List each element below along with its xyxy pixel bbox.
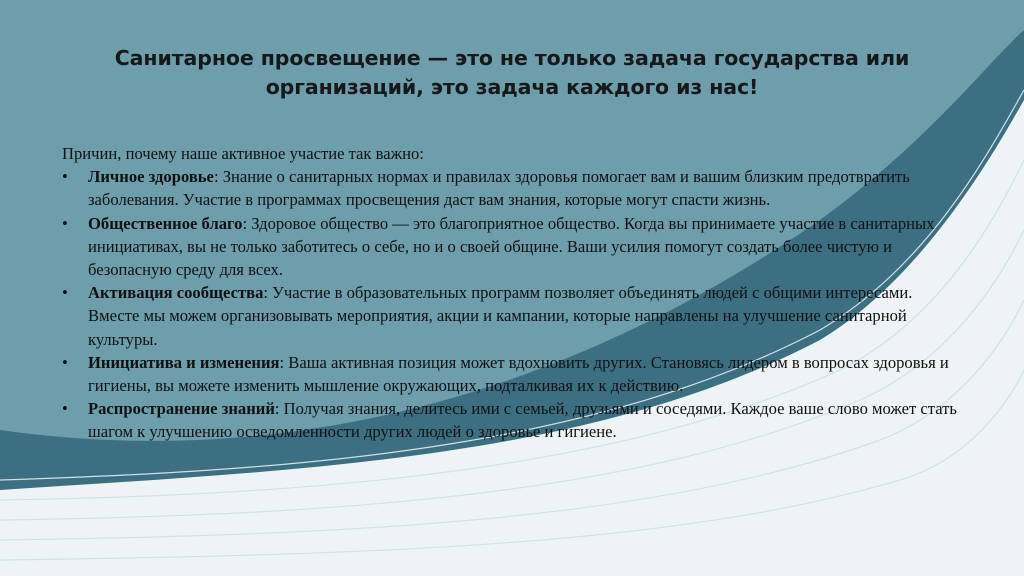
bullet-icon: • [62,399,68,419]
reasons-list [62,165,967,443]
item-term: Распространение знаний [88,399,275,419]
slide-body [62,142,967,444]
item-term: Инициатива и изменения [88,352,280,372]
item-text: : Ваша активная позиция может вдохновить других. Становясь лидером в вопросах здоровья и гигиены, вы можете изменить мышление окружающих, подталкивая их к действию. [88,352,949,396]
bullet-icon: • [62,213,68,233]
list-item [62,351,967,397]
list-item [62,212,967,282]
intro-text: Причин, почему наше активное участие так важно: [62,144,424,163]
item-text: : Здоровое общество — это благоприятное общество. Когда вы принимаете участие в санитарных инициативах, вы не только заботитесь о себе, но и о своей общине. Ваши усилия помогут создать более чистую и безопасную среду для всех. [88,213,935,280]
item-text: : Получая знания, делитесь ими с семьей, друзьями и соседями. Каждое ваше слово может стать шагом к улучшению осведомленности других людей о здоровье и гигиене. [88,399,957,442]
item-term: Личное здоровье [88,167,214,187]
bullet-icon: • [62,283,68,303]
bullet-icon: • [62,167,68,187]
slide-title: Санитарное просвещение — это не только задача государства или организаций, это задача каждого из нас! [114,46,910,99]
item-term: Общественное благо [88,213,243,233]
list-item [62,281,967,351]
bullet-icon: • [62,352,68,372]
list-item [62,397,967,443]
item-term: Активация сообщества [88,283,264,303]
item-text: : Знание о санитарных нормах и правилах здоровья помогает вам и вашим близким предотвратить заболевания. Участие в программах просвещения даст вам знания, которые могут спасти жизнь. [88,167,910,210]
item-text: : Участие в образовательных программ позволяет объединять людей с общими интересами. Вместе мы можем организовывать мероприятия, акции и кампании, которые направлены на улучшение санитарной культуры. [88,283,913,349]
list-item [62,165,967,211]
